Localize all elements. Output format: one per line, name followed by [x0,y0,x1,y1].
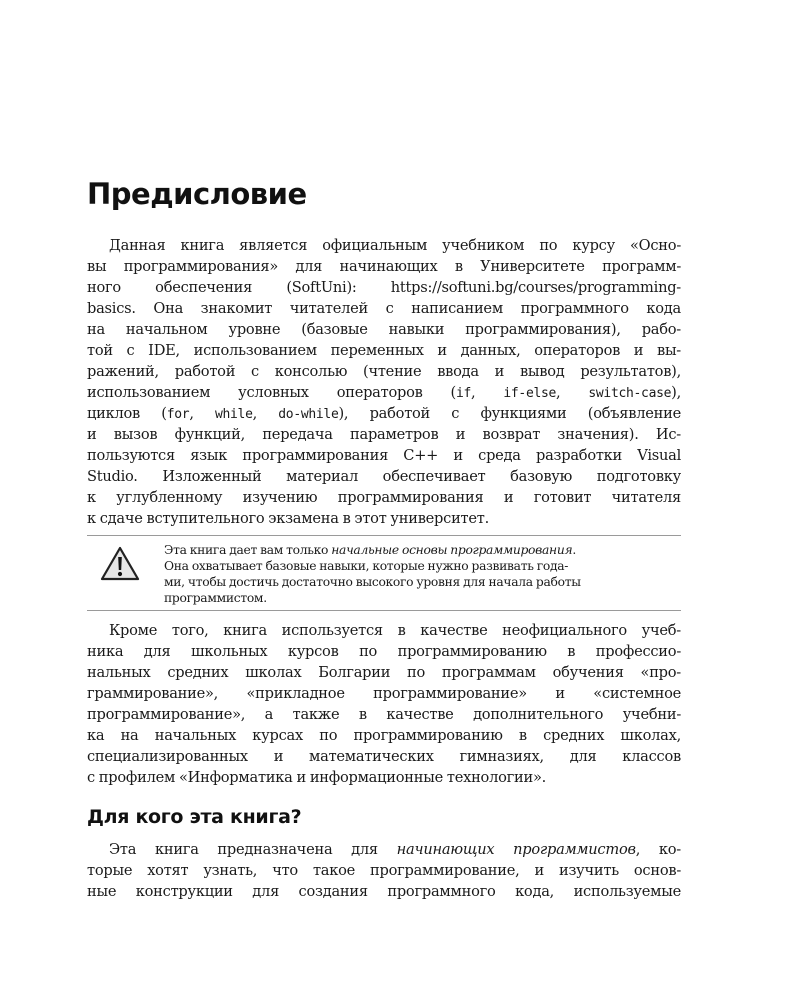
line-text: , ко- [635,841,681,858]
paragraph-line: ного обеспечения (SoftUni): https://softuni.bg/courses/programming- [87,279,681,296]
separator: , [471,384,504,401]
paragraph-line: торые хотят узнать, что такое программирование, и изучить основ- [87,862,681,879]
note-line [164,542,682,558]
note-line: ми, чтобы достичь достаточно высокого уровня для начала работы [164,575,581,589]
paragraph-line: ника для школьных курсов по программированию в профессио- [87,643,681,660]
line-text: ), [671,384,681,401]
intro-paragraph [87,235,681,529]
warning-icon [99,545,141,583]
paragraph-line: basics. Она знакомит читателей с написанием программного кода [87,300,681,317]
warning-note [87,535,681,611]
paragraph-line: к углубленному изучению программирования и готовит читателя [87,489,681,506]
paragraph-line: той с IDE, использованием переменных и данных, операторов и вы- [87,342,681,359]
paragraph-line: на начальном уровне (базовые навыки программирования), рабо- [87,321,681,338]
paragraph-line: Данная книга является официальным учебником по курсу «Осно- [109,237,681,254]
code-keyword: if-else [503,386,557,401]
line-text: . [572,543,576,557]
emphasis-text: начальные основы программирования [331,543,573,557]
audience-paragraph [87,839,681,902]
paragraph-line: Кроме того, книга используется в качестве неофициального учеб- [109,622,681,639]
code-keyword: switch-case [588,386,672,401]
line-text: использованием условных операторов ( [87,384,456,401]
line-text: Эта книга предназначена для [109,841,397,858]
section-heading: Для кого эта книга? [87,806,302,828]
paragraph-line: к сдаче вступительного экзамена в этот университет. [87,510,489,527]
separator: , [556,384,589,401]
note-line: Она охватывает базовые навыки, которые нужно развивать года- [164,559,569,573]
paragraph-line: вы программирования» для начинающих в Университете программ- [87,258,681,275]
page-title: Предисловие [87,177,307,211]
paragraph-line: ражений, работой с консолью (чтение ввода и вывод результатов), [87,363,681,380]
code-keyword: for [166,407,190,422]
note-line: программистом. [164,591,267,605]
paragraph-line: граммирование», «прикладное программирование» и «системное [87,685,681,702]
paragraph-line [87,839,681,860]
note-text [164,542,682,606]
book-page [87,0,681,1000]
paragraph-line: ные конструкции для создания программного кода, используемые [87,883,681,900]
line-text: ), работой с функциями (объявление [338,405,681,422]
paragraph-line: и вызов функций, передача параметров и возврат значения). Ис- [87,426,681,443]
separator: , [189,405,215,422]
paragraph-line [87,382,681,403]
paragraph-line: нальных средних школах Болгарии по программам обучения «про- [87,664,681,681]
code-keyword: if [455,386,472,401]
paragraph-line: пользуются язык программирования C++ и среда разработки Visual [87,447,681,464]
paragraph-line: Studio. Изложенный материал обеспечивает базовую подготовку [87,468,681,485]
paragraph-line: специализированных и математических гимназиях, для классов [87,748,681,765]
code-keyword: while [214,407,253,422]
line-text: Эта книга дает вам только [164,543,332,557]
paragraph-line: программирование», а также в качестве дополнительного учебни- [87,706,681,723]
emphasis-text: начинающих программистов [396,841,636,858]
paragraph-line: ка на начальных курсах по программированию в средних школах, [87,727,681,744]
paragraph-line [87,403,681,424]
code-keyword: do-while [278,407,339,422]
paragraph-line: с профилем «Информатика и информационные технологии». [87,769,547,786]
usage-paragraph [87,620,681,788]
separator: , [252,405,279,422]
line-text: циклов ( [87,405,167,422]
